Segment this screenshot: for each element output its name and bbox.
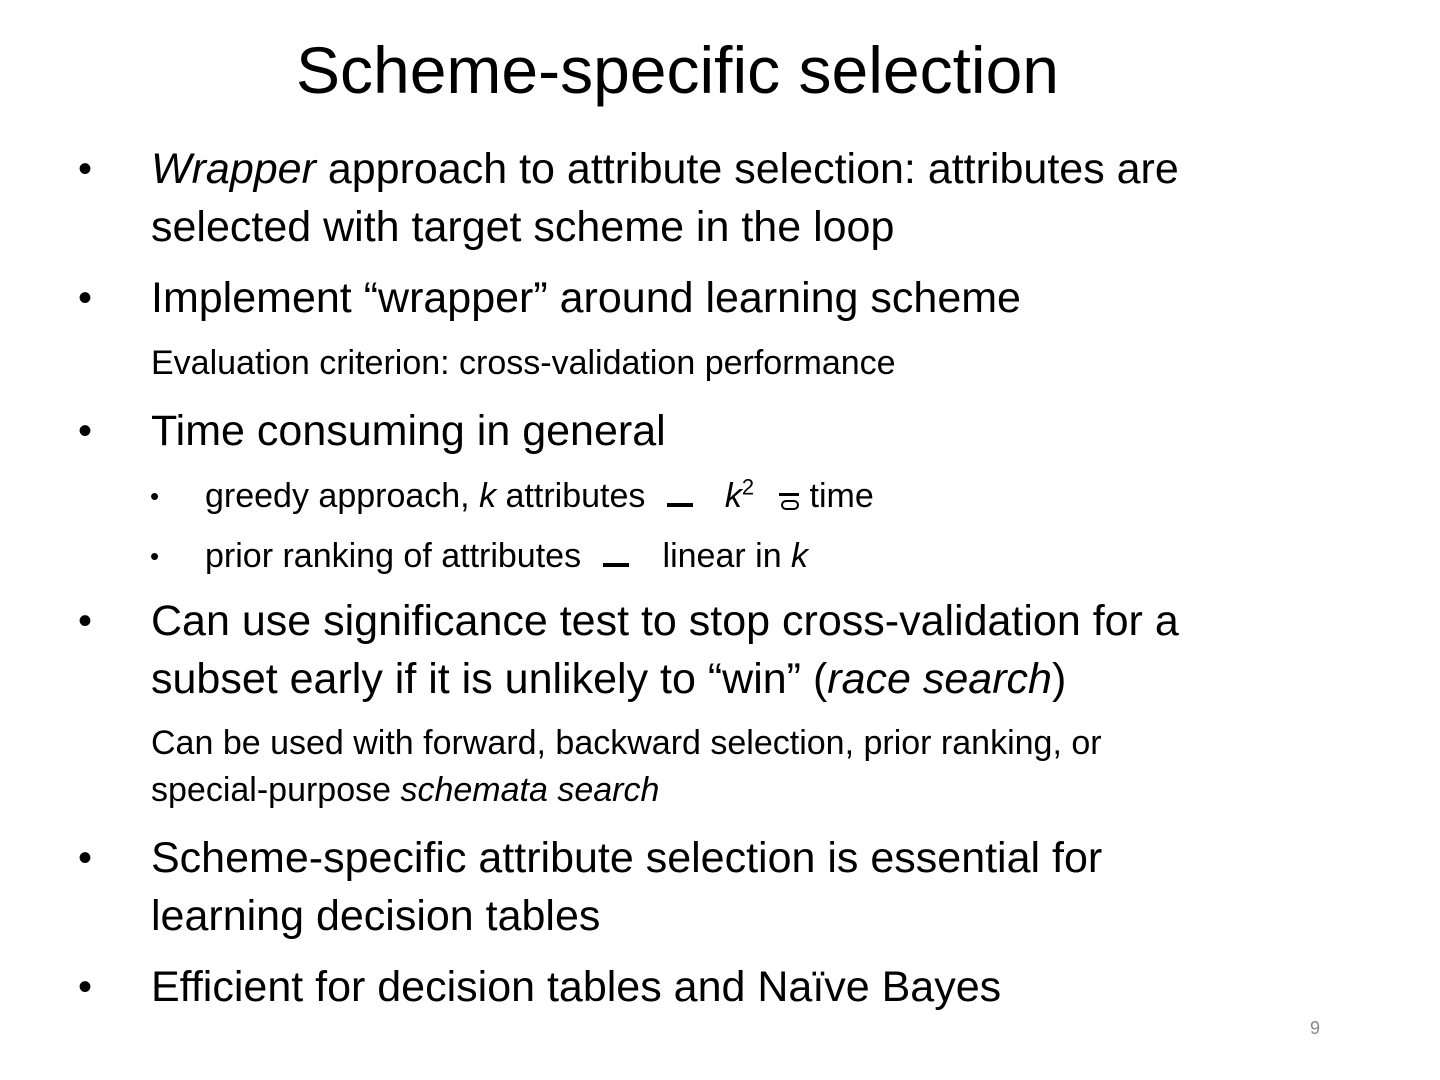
implies-arrow-icon bbox=[665, 483, 695, 513]
bullet-text-part: selected with target scheme in the loop bbox=[151, 203, 895, 251]
bullet-marker: • bbox=[78, 965, 93, 1009]
term-race-search: race search bbox=[827, 655, 1052, 703]
term-schemata-search: schemata search bbox=[400, 771, 660, 809]
text-part: greedy approach, bbox=[205, 477, 480, 515]
implies-arrow-icon bbox=[774, 483, 804, 513]
page-number: 9 bbox=[1310, 1018, 1321, 1038]
sub-paragraph-evaluation-criterion: Evaluation criterion: cross-validation performance bbox=[151, 344, 896, 382]
sub-bullet-text bbox=[205, 532, 808, 580]
bullet-text: Implement “wrapper” around learning scheme bbox=[151, 274, 1021, 322]
bullet-text-part: Can use significance test to stop cross-validation for a bbox=[151, 597, 1179, 645]
variable-k: k bbox=[479, 477, 497, 515]
bullet-text-part: ) bbox=[1051, 655, 1067, 703]
bullet-text bbox=[151, 592, 1326, 708]
bullet-text-part: approach to attribute selection: attributes are bbox=[315, 145, 1179, 193]
sub-bullet-text bbox=[205, 472, 874, 520]
implies-arrow-icon bbox=[601, 543, 631, 573]
bullet-text: Efficient for decision tables and Naïve Bayes bbox=[151, 963, 1002, 1011]
text-part: linear in bbox=[662, 537, 792, 575]
exponent: 2 bbox=[741, 474, 755, 500]
sub-bullet-marker: • bbox=[150, 481, 160, 511]
bullet-marker: • bbox=[78, 836, 93, 880]
sub-paragraph-usage bbox=[151, 720, 1301, 814]
sub-bullet-marker: • bbox=[150, 541, 160, 571]
text-part: special-purpose bbox=[151, 771, 401, 809]
bullet-text-part: learning decision tables bbox=[151, 892, 601, 940]
bullet-text bbox=[151, 829, 1326, 945]
slide-title: Scheme-specific selection bbox=[296, 33, 1059, 107]
text-part: Can be used with forward, backward selection, prior ranking, or bbox=[151, 724, 1102, 762]
text-part: attributes bbox=[496, 477, 646, 515]
bullet-text-part: subset early if it is unlikely to “win” ( bbox=[151, 655, 828, 703]
bullet-marker: • bbox=[78, 599, 93, 643]
bullet-marker: • bbox=[78, 276, 93, 320]
bullet-marker: • bbox=[78, 409, 93, 453]
bullet-marker: • bbox=[78, 147, 93, 191]
bullet-text-part: Scheme-specific attribute selection is essential for bbox=[151, 834, 1103, 882]
variable-k: k bbox=[791, 537, 809, 575]
text-part: time bbox=[809, 477, 874, 515]
bullet-text bbox=[151, 140, 1326, 256]
text-part: prior ranking of attributes bbox=[205, 537, 582, 575]
bullet-text: Time consuming in general bbox=[151, 407, 666, 455]
term-wrapper: Wrapper bbox=[151, 145, 316, 193]
variable-k: k bbox=[724, 477, 742, 515]
